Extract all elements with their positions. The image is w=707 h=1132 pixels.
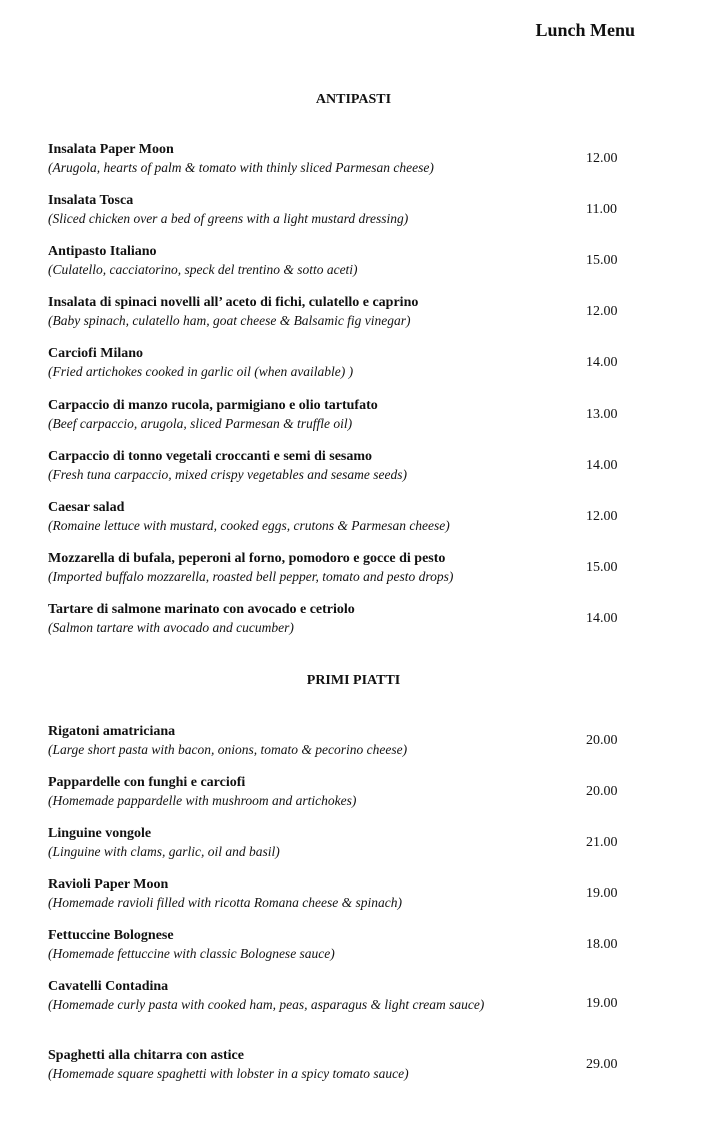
item-description: (Linguine with clams, garlic, oil and basil): [48, 844, 280, 859]
item-description: (Fresh tuna carpaccio, mixed crispy vegetables and sesame seeds): [48, 467, 408, 482]
item-price: 12.00: [586, 151, 618, 166]
item-price: 14.00: [586, 355, 618, 370]
item-name: Insalata Tosca: [48, 193, 134, 208]
item-description: (Imported buffalo mozzarella, roasted bell pepper, tomato and pesto drops): [48, 569, 454, 584]
menu-item: [48, 499, 678, 535]
menu-item: [48, 397, 678, 433]
menu-item: [48, 141, 678, 177]
item-name: Tartare di salmone marinato con avocado e cetriolo: [48, 602, 355, 617]
item-name: Carpaccio di manzo rucola, parmigiano e olio tartufato: [48, 398, 378, 413]
item-price: 14.00: [586, 458, 618, 473]
item-price: 14.00: [586, 611, 618, 626]
menu-item: [48, 345, 678, 381]
item-description: (Homemade ravioli filled with ricotta Romana cheese & spinach): [48, 895, 402, 910]
menu-item: [48, 978, 678, 1014]
item-name: Caesar salad: [48, 500, 125, 515]
item-price: 19.00: [586, 996, 618, 1011]
menu-item: [48, 601, 678, 637]
item-description: (Large short pasta with bacon, onions, tomato & pecorino cheese): [48, 742, 408, 757]
item-price: 13.00: [586, 407, 618, 422]
page-title: Lunch Menu: [535, 20, 635, 40]
menu-item: [48, 876, 678, 912]
item-price: 11.00: [586, 202, 617, 217]
item-name: Fettuccine Bolognese: [48, 928, 174, 943]
section-antipasti: [0, 92, 707, 108]
item-price: 21.00: [586, 835, 618, 850]
item-price: 15.00: [586, 560, 618, 575]
item-price: 20.00: [586, 784, 618, 799]
menu-item: [48, 192, 678, 228]
item-description: (Culatello, cacciatorino, speck del trentino & sotto aceti): [48, 262, 358, 277]
item-price: 12.00: [586, 304, 618, 319]
menu-item: [48, 927, 678, 963]
item-description: (Arugola, hearts of palm & tomato with thinly sliced Parmesan cheese): [48, 160, 434, 175]
item-name: Pappardelle con funghi e carciofi: [48, 775, 246, 790]
item-description: (Homemade pappardelle with mushroom and artichokes): [48, 793, 357, 808]
menu-item: [48, 723, 678, 759]
item-price: 19.00: [586, 886, 618, 901]
item-name: Spaghetti alla chitarra con astice: [48, 1048, 244, 1063]
item-description: (Salmon tartare with avocado and cucumber): [48, 620, 294, 635]
item-price: 15.00: [586, 253, 618, 268]
item-name: Carciofi Milano: [48, 346, 144, 361]
item-name: Linguine vongole: [48, 826, 152, 841]
item-description: (Homemade square spaghetti with lobster in a spicy tomato sauce): [48, 1066, 409, 1081]
item-price: 20.00: [586, 733, 618, 748]
item-description: (Beef carpaccio, arugola, sliced Parmesan & truffle oil): [48, 416, 353, 431]
item-description: (Romaine lettuce with mustard, cooked eggs, crutons & Parmesan cheese): [48, 518, 450, 533]
item-price: 12.00: [586, 509, 618, 524]
menu-item: [48, 774, 678, 810]
menu-item: [48, 448, 678, 484]
item-name: Carpaccio di tonno vegetali croccanti e semi di sesamo: [48, 449, 373, 464]
item-description: (Sliced chicken over a bed of greens with a light mustard dressing): [48, 211, 409, 226]
menu-item: [48, 1047, 678, 1083]
item-description: (Fried artichokes cooked in garlic oil (when available) ): [48, 364, 354, 379]
item-description: (Homemade fettuccine with classic Bolognese sauce): [48, 946, 335, 961]
item-name: Mozzarella di bufala, peperoni al forno, pomodoro e gocce di pesto: [48, 551, 446, 566]
item-name: Insalata di spinaci novelli all’ aceto di fichi, culatello e caprino: [48, 295, 419, 310]
item-name: Ravioli Paper Moon: [48, 877, 169, 892]
item-name: Antipasto Italiano: [48, 244, 157, 259]
item-name: Rigatoni amatriciana: [48, 724, 176, 739]
menu-item: [48, 825, 678, 861]
item-name: Cavatelli Contadina: [48, 979, 169, 994]
item-name: Insalata Paper Moon: [48, 142, 174, 157]
section-primi-piatti: [0, 673, 707, 689]
section-title: ANTIPASTI: [315, 92, 392, 107]
item-description: (Baby spinach, culatello ham, goat cheese & Balsamic fig vinegar): [48, 313, 411, 328]
menu-item: [48, 550, 678, 586]
menu-item: [48, 243, 678, 279]
item-price: 29.00: [586, 1057, 618, 1072]
section-title: PRIMI PIATTI: [306, 673, 401, 688]
item-price: 18.00: [586, 937, 618, 952]
item-description: (Homemade curly pasta with cooked ham, peas, asparagus & light cream sauce): [48, 997, 485, 1012]
menu-item: [48, 294, 678, 330]
